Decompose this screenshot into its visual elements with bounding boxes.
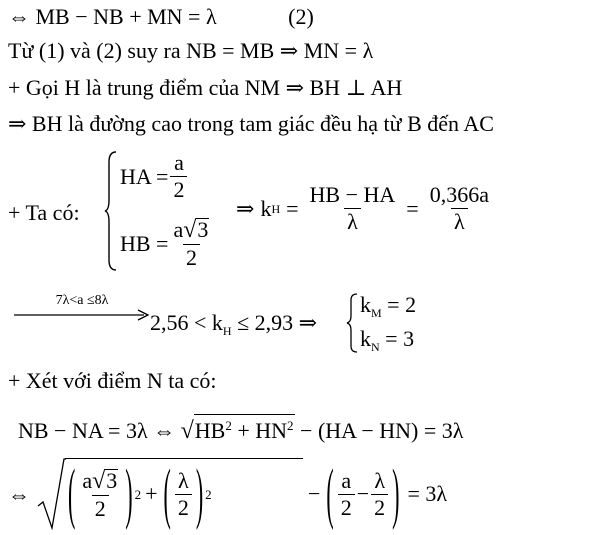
equation-tag: (2) <box>288 4 314 29</box>
altitude-text: ⇒ BH là đường cao trong tam giác đều hạ từ B đến AC <box>8 111 494 136</box>
midpoint-text: + Gọi H là trung điểm của NM ⇒ BH ⊥ AH <box>8 75 403 100</box>
line-4 <box>8 113 494 135</box>
radical-icon: √ <box>183 217 197 243</box>
kn-value: $k_N = 3$ <box>360 326 415 354</box>
ha-equation: HA = $\frac{a}{2}$ <box>120 152 189 201</box>
big-radical-icon <box>36 458 66 530</box>
fraction-value-over-lambda: $\frac{0,366a}{\lambda}$ <box>429 182 489 234</box>
km-value: $k_M = 2$ <box>360 292 417 320</box>
fraction-hb-ha-over-lambda: $\frac{HB - HA}{\lambda}$ <box>309 182 396 234</box>
fraction-a-over-2: $\frac{a}{2}$ <box>170 152 187 201</box>
line-7 <box>8 370 217 392</box>
radical-icon: √ <box>180 418 194 444</box>
line-3 <box>8 77 402 99</box>
fraction-a-sqrt3-over-2: $\frac{a√3}{2}$ <box>173 217 209 270</box>
line-1 <box>8 6 314 28</box>
right-brace <box>346 292 358 354</box>
ha-minus-term: − ( $\frac{a}{2}$ − $\frac{\lambda}{2}$ ) = 3λ <box>308 453 448 532</box>
left-brace <box>104 150 118 272</box>
condition-arrow: 7λ<a ≤8λ <box>14 294 150 321</box>
consider-point-n: + Xét với điểm N ta có: <box>8 368 217 393</box>
long-arrow-icon <box>14 309 150 321</box>
hb-equation: HB = $\frac{a√3}{2}$ <box>120 218 214 269</box>
kh-equation: ⇒ k H = $\frac{HB - HA}{\lambda}$ = $\frac{0,366a}{\lambda}$ <box>236 184 494 233</box>
equation-2: ⇔ MB − NB + MN = λ <box>8 4 217 29</box>
ta-co-label: + Ta có: <box>8 200 80 225</box>
radicand: ( $\frac{a√3}{2}$ ) 2 + ( $\frac{\lambda}{2}$ ) 2 <box>68 453 212 532</box>
conclusion-text: Từ (1) và (2) suy ra NB = MB ⇒ MN = λ <box>8 38 374 63</box>
line-8: NB − NA = 3λ ⇔ $√HB^2 + HN^2 - (HA - HN) = 3\lambda$ <box>18 414 463 443</box>
kh-inequality: $2,56 < k_H \le 2,93$ ⇒ <box>150 310 318 338</box>
line-2 <box>8 40 373 62</box>
